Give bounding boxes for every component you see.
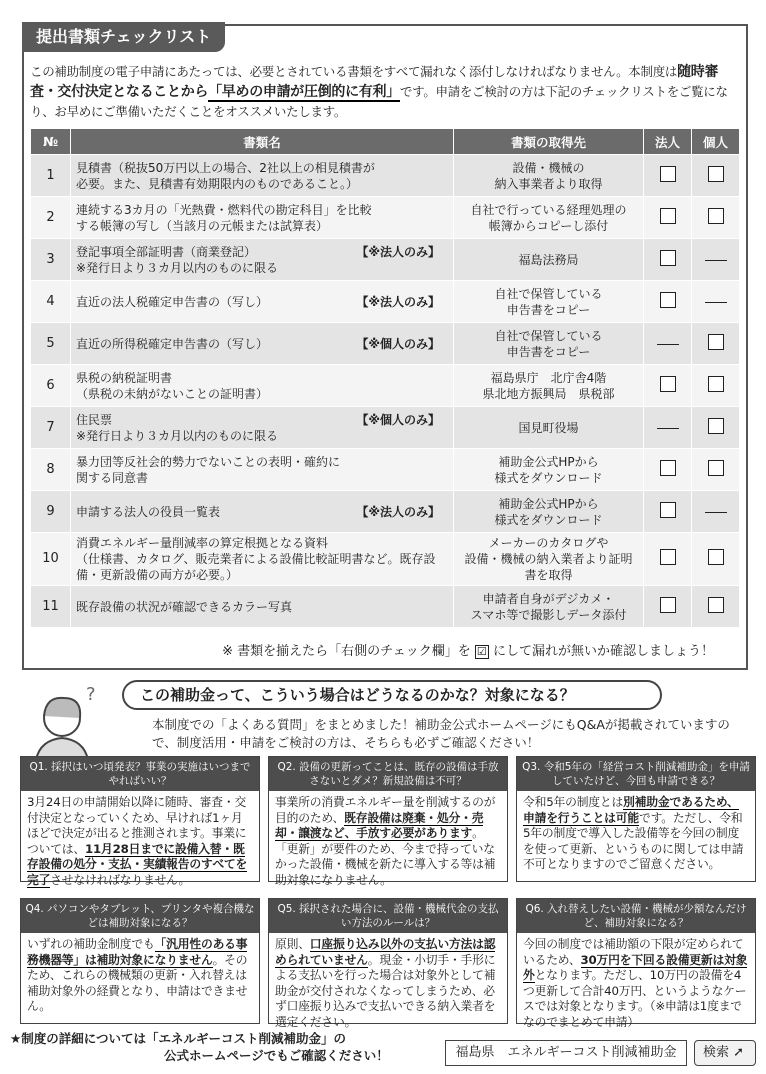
- table-row: [31, 281, 740, 323]
- doc-source: [454, 323, 644, 365]
- faq-answer: [21, 791, 259, 892]
- faq-question: Q4. パソコンやタブレット、プリンタや複合機などは補助対象になる？: [21, 899, 259, 933]
- faq-answer: [269, 791, 507, 892]
- row-number: 6: [31, 365, 71, 407]
- corp-cell: [644, 197, 692, 239]
- note-pre: ※ 書類を揃えたら「右側のチェック欄」を: [222, 644, 471, 659]
- faq-answer-part2: させなければなりません。: [50, 872, 191, 887]
- doc-name: [71, 155, 454, 197]
- col-corp: 法人: [644, 129, 692, 155]
- cursor-icon: ➚: [733, 1045, 745, 1060]
- not-applicable-dash: [705, 302, 727, 303]
- note-post: にして漏れが無いか確認しましょう！: [492, 644, 714, 659]
- table-row: [31, 491, 740, 533]
- indiv-cell: [692, 239, 740, 281]
- corp-cell: [644, 323, 692, 365]
- doc-line2: ※発行日より３カ月以内のものに限る: [76, 260, 279, 275]
- search-button[interactable]: [694, 1040, 756, 1066]
- corp-cell: [644, 533, 692, 586]
- doc-line1: 直近の所得税確定申告書の（写し）: [76, 336, 269, 351]
- doc-line1: 県税の納税証明書: [76, 370, 173, 385]
- corp-cell: [644, 407, 692, 449]
- row-number: 7: [31, 407, 71, 449]
- src-line1: 自社で保管している: [494, 328, 603, 343]
- doc-name: [71, 407, 454, 449]
- src-line1: 補助金公式HPから: [498, 496, 599, 511]
- faq-card: [268, 898, 508, 1029]
- doc-tag: 【※個人のみ】: [356, 412, 440, 427]
- doc-line1: 直近の法人税確定申告書の（写し）: [76, 294, 269, 309]
- check-box[interactable]: [660, 549, 676, 565]
- src-line2: 申告書をコピー: [506, 302, 591, 317]
- doc-tag: 【※法人のみ】: [356, 244, 440, 259]
- faq-question: Q3. 令和5年の「経営コスト削減補助金」を申請していたけど、今回も申請できる？: [517, 757, 755, 791]
- row-number: 2: [31, 197, 71, 239]
- src-line2: スマホ等で撮影しデータ添付: [470, 607, 627, 622]
- indiv-cell: [692, 197, 740, 239]
- indiv-cell: [692, 586, 740, 628]
- doc-line1: 申請する法人の役員一覧表: [76, 504, 221, 519]
- row-number: 9: [31, 491, 71, 533]
- doc-line2: 関する同意書: [76, 470, 149, 485]
- faq-card: [516, 898, 756, 1029]
- faq-answer: [517, 791, 755, 877]
- table-row: [31, 407, 740, 449]
- doc-name: [71, 449, 454, 491]
- faq-answer-part1: 原則、: [275, 937, 310, 951]
- faq-answer-bold: 口座振り込み以外の支払い方法は認められていません: [275, 937, 496, 967]
- section-title: 提出書類チェックリスト: [22, 22, 225, 52]
- doc-name: [71, 239, 454, 281]
- table-row: [31, 239, 740, 281]
- doc-tag: 【※法人のみ】: [356, 294, 440, 309]
- doc-source: [454, 586, 644, 628]
- faq-answer: [269, 933, 507, 1034]
- table-row: [31, 365, 740, 407]
- check-box[interactable]: [660, 502, 676, 518]
- doc-source: [454, 281, 644, 323]
- faq-answer-part2: 。そのため、これらの機械類の更新・入れ替えは補助対象外の経費となり、申請はできません。: [27, 952, 248, 1013]
- doc-source: [454, 491, 644, 533]
- indiv-cell: [692, 281, 740, 323]
- faq-answer-part1: 令和5年の制度とは: [523, 795, 624, 809]
- doc-source: [454, 365, 644, 407]
- faq-answer-part1: 3月24日の申請開始以降に随時、審査・交付決定となっていくため、早ければ1ヶ月ほどで決定が出ると推測されます。事業については、: [27, 795, 247, 856]
- check-box[interactable]: [708, 597, 724, 613]
- search-input[interactable]: 福島県 エネルギーコスト削減補助金: [445, 1040, 687, 1066]
- src-line1: 福島法務局: [518, 252, 579, 267]
- table-row: [31, 449, 740, 491]
- intro-emphasis: 随時審査・交付決定となることから: [30, 64, 719, 100]
- src-line1: 自社で行っている経理処理の: [470, 202, 627, 217]
- src-line1: メーカーのカタログや: [488, 536, 609, 550]
- doc-source: [454, 239, 644, 281]
- faq-answer-part2: です。ただし、令和5年の制度で導入した設備等を今回の制度を使って更新、というものに関しては申請不可となりますのでご留意ください。: [523, 810, 744, 871]
- corp-cell: [644, 155, 692, 197]
- src-line1: 補助金公式HPから: [498, 454, 599, 469]
- check-box[interactable]: [708, 460, 724, 476]
- faq-card: [20, 898, 260, 1024]
- faq-question: Q1. 採択はいつ頃発表？事業の実施はいつまでやればいい？: [21, 757, 259, 791]
- doc-source: [454, 407, 644, 449]
- check-box[interactable]: [708, 418, 724, 434]
- checklist-table: [30, 128, 740, 628]
- faq-answer-part2: 。現金・小切手・手形による支払いを行った場合は対象外として補助金が交付されなくなってしまうため、必ず口座振り込みで支払いできる納入業者を選定ください。: [275, 952, 496, 1029]
- row-number: 5: [31, 323, 71, 365]
- indiv-cell: [692, 407, 740, 449]
- src-line2: 帳簿からコピーし添付: [488, 218, 609, 233]
- col-no: №: [31, 129, 71, 155]
- not-applicable-dash: [705, 512, 727, 513]
- src-line2: 申告書をコピー: [506, 344, 591, 359]
- indiv-cell: [692, 533, 740, 586]
- table-row: [31, 533, 740, 586]
- footer-line1: ★制度の詳細については「エネルギーコスト削減補助金」の: [10, 1031, 346, 1046]
- doc-name: [71, 323, 454, 365]
- footer-text: [10, 1030, 389, 1064]
- check-note: [22, 640, 748, 659]
- check-box[interactable]: [708, 376, 724, 392]
- faq-answer-bold: 「汎用性のある事務機器等」は補助対象になりません: [27, 937, 248, 967]
- faq-answer: [21, 933, 259, 1019]
- search-button-label: 検索: [703, 1045, 730, 1060]
- doc-name: [71, 365, 454, 407]
- checkbox-icon: ☑: [475, 645, 489, 659]
- src-line1: 設備・機械の: [512, 160, 585, 175]
- src-line2: 納入事業者より取得: [494, 176, 603, 191]
- table-row: [31, 323, 740, 365]
- faq-answer-part1: 事業所の消費エネルギー量を削減するのが目的のため、: [275, 795, 496, 825]
- row-number: 10: [31, 533, 71, 586]
- doc-source: [454, 155, 644, 197]
- src-line2: 様式をダウンロード: [494, 512, 603, 527]
- row-number: 1: [31, 155, 71, 197]
- faq-question: Q6. 入れ替えしたい設備・機械が少額なんだけど、補助対象になる？: [517, 899, 755, 933]
- faq-answer-part1: 今回の制度では補助額の下限が定められているため、: [523, 937, 744, 967]
- intro-text: [30, 62, 742, 121]
- faq-heading-bubble: この補助金って、こういう場合はどうなるのかな？対象になる？: [122, 680, 662, 710]
- check-box[interactable]: [660, 460, 676, 476]
- check-box[interactable]: [660, 292, 676, 308]
- faq-answer-bold: 11月28日までに設備入替・既存設備の処分・支払・実績報告のすべてを完了: [27, 841, 248, 887]
- not-applicable-dash: [657, 428, 679, 429]
- faq-answer-bold: 30万円を下回る設備更新は対象外: [523, 952, 748, 982]
- not-applicable-dash: [657, 344, 679, 345]
- faq-answer-bold: 既存設備は廃棄・処分・売却・譲渡など、手放す必要があります: [275, 810, 484, 840]
- faq-card: [268, 756, 508, 887]
- col-src: 書類の取得先: [454, 129, 644, 155]
- faq-intro: 本制度での「よくある質問」をまとめました！補助金公式ホームページにもQ&Aが掲載されていますので、制度活用・申請をご検討の方は、そちらも必ずご確認ください！: [152, 717, 730, 750]
- doc-line2: する帳簿の写し（当該月の元帳または試算表）: [76, 218, 329, 233]
- doc-name: [71, 281, 454, 323]
- col-indiv: 個人: [692, 129, 740, 155]
- table-row: [31, 197, 740, 239]
- corp-cell: [644, 491, 692, 533]
- faq-card: [516, 756, 756, 882]
- doc-line1: 見積書（税抜50万円以上の場合、2社以上の相見積書が: [76, 160, 375, 175]
- doc-name: [71, 197, 454, 239]
- row-number: 3: [31, 239, 71, 281]
- doc-line2: 必要。また、見積書有効期限内のものであること。）: [76, 176, 359, 191]
- doc-source: [454, 197, 644, 239]
- check-box[interactable]: [708, 549, 724, 565]
- doc-line2: （県税の未納がないことの証明書）: [76, 386, 269, 401]
- svg-text:?: ?: [86, 684, 96, 705]
- doc-line1: 連続する3カ月の「光熱費・燃料代の勘定科目」を比較: [76, 202, 372, 217]
- indiv-cell: [692, 155, 740, 197]
- src-line2: 県北地方振興局 県税部: [482, 386, 615, 401]
- doc-line1: 消費エネルギー量削減率の算定根拠となる資料: [76, 536, 329, 550]
- check-box[interactable]: [708, 208, 724, 224]
- col-doc: 書類名: [71, 129, 454, 155]
- doc-name: [71, 491, 454, 533]
- doc-line1: 既存設備の状況が確認できるカラー写真: [76, 599, 293, 614]
- doc-tag: 【※法人のみ】: [356, 504, 440, 519]
- doc-line2: （仕様書、カタログ、販売業者による設備比較証明書など。既存設備・更新設備の両方が必要。）: [76, 552, 436, 582]
- indiv-cell: [692, 491, 740, 533]
- row-number: 4: [31, 281, 71, 323]
- check-box[interactable]: [660, 250, 676, 266]
- faq-answer-bold: 別補助金であるため、申請を行うことは可能: [523, 795, 739, 825]
- table-row: [31, 586, 740, 628]
- intro-line2: です。申請をご検討の方は下記のチェックリストをご覧になり、お早めにご準備いただくことをオススメいたします。: [30, 84, 728, 119]
- doc-source: [454, 449, 644, 491]
- doc-name: [71, 533, 454, 586]
- faq-answer-part2: 。「更新」が要件のため、今まで持っていなかった設備・機械を新たに導入する等は補助対象になりません。: [275, 826, 496, 887]
- not-applicable-dash: [705, 260, 727, 261]
- row-number: 11: [31, 586, 71, 628]
- doc-line1: 住民票: [76, 412, 113, 427]
- check-box[interactable]: [660, 208, 676, 224]
- faq-answer-part2: となります。ただし、10万円の設備を4つ更新して合計40万円、というようなケースでは対象となります。（※申請は1度までなのでまとめて申請）: [523, 968, 747, 1029]
- src-line1: 自社で保管している: [494, 286, 603, 301]
- table-row: [31, 155, 740, 197]
- faq-card: [20, 756, 260, 887]
- doc-line2: ※発行日より３カ月以内のものに限る: [76, 428, 279, 443]
- footer-line2: 公式ホームページでもご確認ください！: [164, 1048, 389, 1063]
- src-line2: 様式をダウンロード: [494, 470, 603, 485]
- src-line2: 設備・機械の納入業者より証明書を取得: [464, 552, 633, 582]
- intro-underline: 「早めの申請が圧倒的に有利」: [208, 84, 400, 100]
- indiv-cell: [692, 323, 740, 365]
- corp-cell: [644, 586, 692, 628]
- faq-answer: [517, 933, 755, 1034]
- row-number: 8: [31, 449, 71, 491]
- thinking-person-icon: [22, 680, 106, 760]
- check-box[interactable]: [660, 376, 676, 392]
- corp-cell: [644, 365, 692, 407]
- check-box[interactable]: [660, 166, 676, 182]
- doc-source: [454, 533, 644, 586]
- check-box[interactable]: [708, 334, 724, 350]
- doc-name: [71, 586, 454, 628]
- doc-line1: 暴力団等反社会的勢力でないことの表明・確約に: [76, 454, 341, 469]
- corp-cell: [644, 281, 692, 323]
- corp-cell: [644, 239, 692, 281]
- faq-question: Q5. 採択された場合に、設備・機械代金の支払い方法のルールは？: [269, 899, 507, 933]
- faq-answer-part1: いずれの補助金制度でも: [27, 937, 155, 951]
- doc-tag: 【※個人のみ】: [356, 336, 440, 351]
- src-line1: 国見町役場: [518, 420, 579, 435]
- src-line1: 福島県庁 北庁舎4階: [490, 370, 607, 385]
- check-box[interactable]: [708, 166, 724, 182]
- check-box[interactable]: [660, 597, 676, 613]
- src-line1: 申請者自身がデジカメ・: [482, 591, 615, 606]
- indiv-cell: [692, 365, 740, 407]
- doc-line1: 登記事項全部証明書（商業登記）: [76, 244, 257, 259]
- faq-question: Q2. 設備の更新ってことは、既存の設備は手放さないとダメ？新規設備は不可？: [269, 757, 507, 791]
- corp-cell: [644, 449, 692, 491]
- intro-line1: この補助制度の電子申請にあたっては、必要とされている書類をすべて漏れなく添付しなければなりません。本制度は: [30, 64, 678, 79]
- indiv-cell: [692, 449, 740, 491]
